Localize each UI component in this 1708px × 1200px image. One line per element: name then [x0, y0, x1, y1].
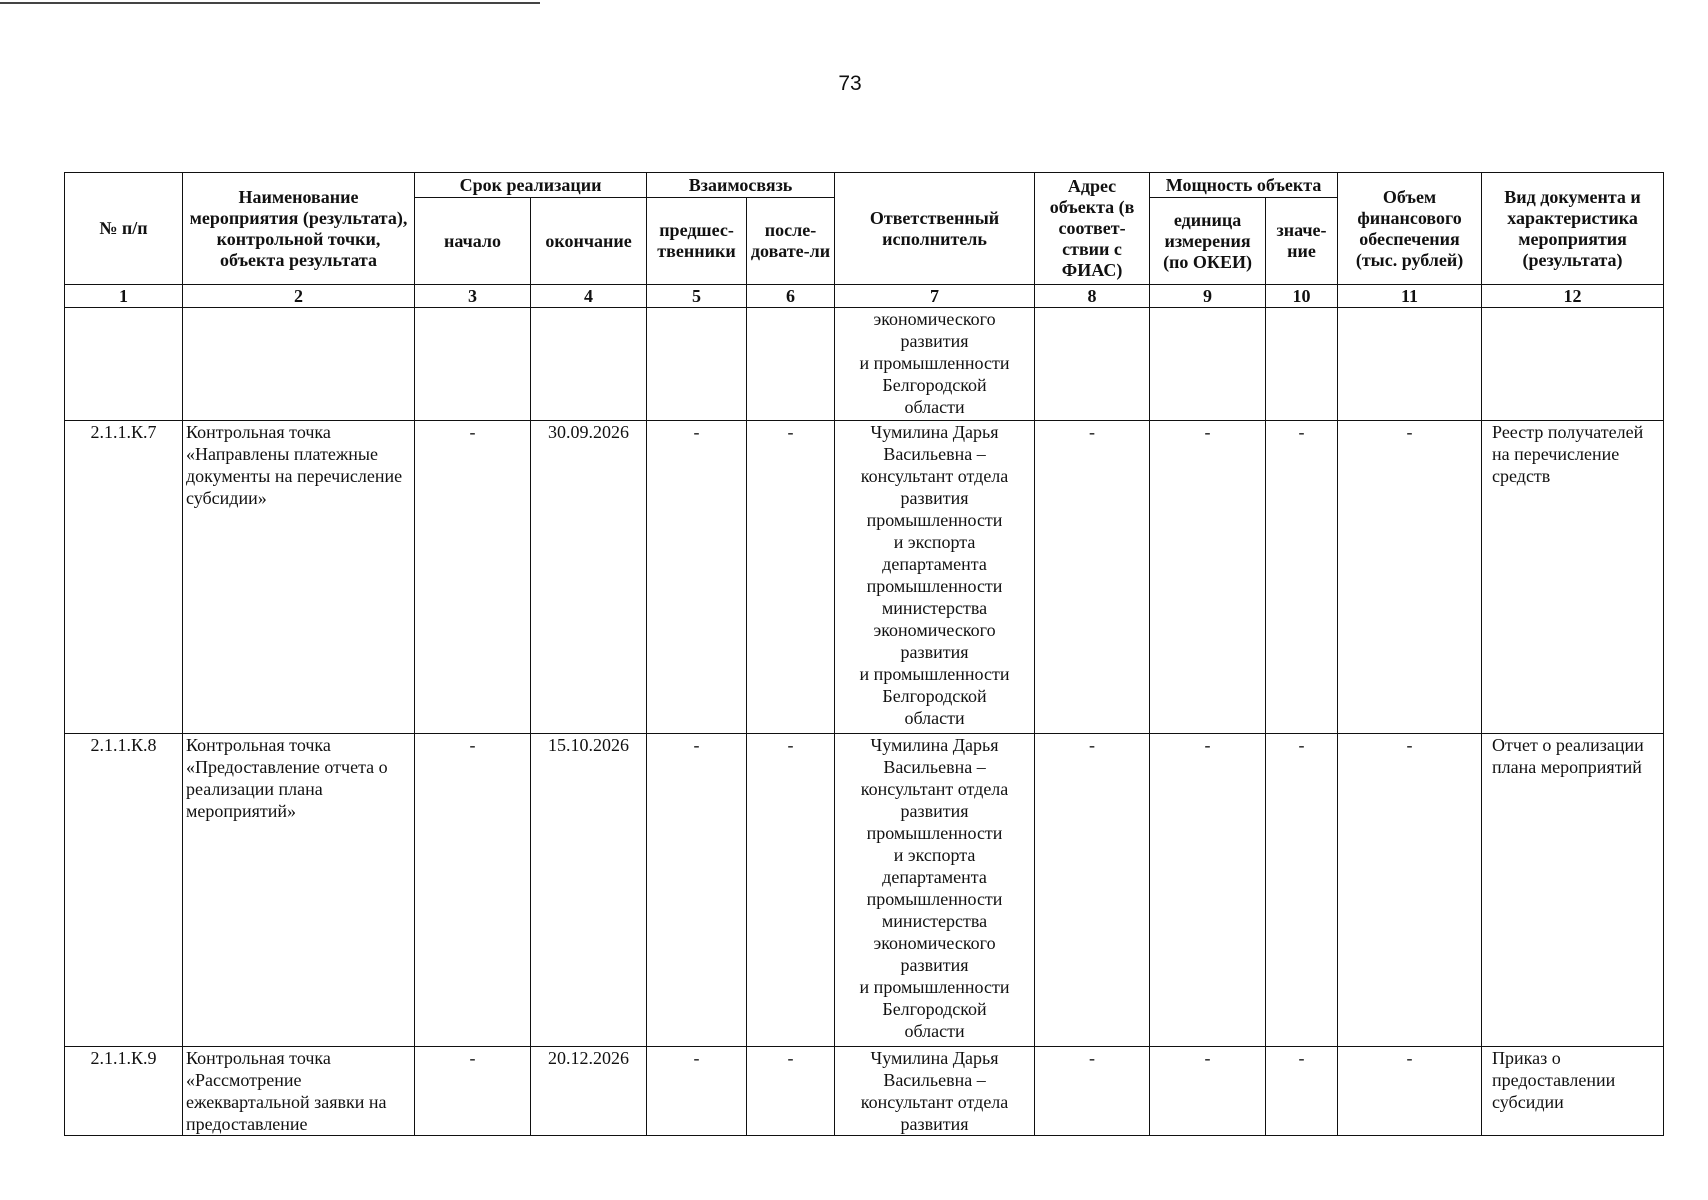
column-number: 10 — [1266, 285, 1338, 308]
plan-table — [64, 172, 1664, 1136]
cell-address: - — [1035, 734, 1150, 1047]
column-number: 4 — [531, 285, 647, 308]
cell-value: - — [1266, 421, 1338, 734]
column-number: 12 — [1482, 285, 1664, 308]
cell-unit: - — [1150, 1047, 1266, 1136]
table-row — [65, 1047, 1664, 1136]
column-number: 9 — [1150, 285, 1266, 308]
cell-id: 2.1.1.К.7 — [65, 421, 183, 734]
cell-name: Контрольная точка «Предоставление отчета о реализации плана мероприятий» — [183, 734, 415, 1047]
cell-id: 2.1.1.К.9 — [65, 1047, 183, 1136]
header-start: начало — [415, 198, 531, 285]
cell-predecessors: - — [647, 1047, 747, 1136]
cell-end: 30.09.2026 — [531, 421, 647, 734]
header-row — [65, 173, 1664, 198]
table-row-continuation — [65, 308, 1664, 421]
header-end: окончание — [531, 198, 647, 285]
header-name: Наименование мероприятия (результата), контрольной точки, объекта результата — [183, 173, 415, 285]
page-number: 73 — [838, 72, 862, 95]
table-row — [65, 421, 1664, 734]
column-number: 5 — [647, 285, 747, 308]
cell-successors: - — [747, 421, 835, 734]
column-number: 8 — [1035, 285, 1150, 308]
cell-document: Реестр получателей на перечисление средств — [1482, 421, 1664, 734]
cell-finance: - — [1338, 734, 1482, 1047]
cell-finance: - — [1338, 1047, 1482, 1136]
cell-finance: - — [1338, 421, 1482, 734]
cell-start: - — [415, 734, 531, 1047]
header-power: Мощность объекта — [1150, 173, 1338, 198]
header-value: значе-ние — [1266, 198, 1338, 285]
header-link: Взаимосвязь — [647, 173, 835, 198]
cell-end: 15.10.2026 — [531, 734, 647, 1047]
cell-responsible: Чумилина Дарья Васильевна – консультант отдела развития промышленности и экспорта департамента промышленности министерства экономического развития и промышленности Белгородской области — [835, 734, 1035, 1047]
cell-document: Отчет о реализации плана мероприятий — [1482, 734, 1664, 1047]
cell-value: - — [1266, 734, 1338, 1047]
cell-responsible: экономического развития и промышленности Белгородской области — [835, 308, 1035, 421]
cell-value: - — [1266, 1047, 1338, 1136]
cell-responsible: Чумилина Дарья Васильевна – консультант отдела развития промышленности и экспорта департамента промышленности министерства экономического развития и промышленности Белгородской области — [835, 421, 1035, 734]
header-predecessors: предшес-твенники — [647, 198, 747, 285]
column-number: 6 — [747, 285, 835, 308]
cell-id: 2.1.1.К.8 — [65, 734, 183, 1047]
header-unit: единица измерения (по ОКЕИ) — [1150, 198, 1266, 285]
table-row — [65, 734, 1664, 1047]
column-number: 11 — [1338, 285, 1482, 308]
header-responsible: Ответственный исполнитель — [835, 173, 1035, 285]
header-period: Срок реализации — [415, 173, 647, 198]
column-number: 3 — [415, 285, 531, 308]
cell-successors: - — [747, 734, 835, 1047]
cell-responsible: Чумилина Дарья Васильевна – консультант отдела развития — [835, 1047, 1035, 1136]
cell-name: Контрольная точка «Рассмотрение ежеквартальной заявки на предоставление — [183, 1047, 415, 1136]
header-num: № п/п — [65, 173, 183, 285]
cell-unit: - — [1150, 734, 1266, 1047]
cell-name: Контрольная точка «Направлены платежные документы на перечисление субсидии» — [183, 421, 415, 734]
cell-unit: - — [1150, 421, 1266, 734]
column-number: 1 — [65, 285, 183, 308]
cell-predecessors: - — [647, 421, 747, 734]
cell-start: - — [415, 421, 531, 734]
column-number-row — [65, 285, 1664, 308]
column-number: 2 — [183, 285, 415, 308]
header-address: Адрес объекта (в соответ-ствии с ФИАС) — [1035, 173, 1150, 285]
cell-address: - — [1035, 1047, 1150, 1136]
cell-document: Приказ о предоставлении субсидии — [1482, 1047, 1664, 1136]
cell-start: - — [415, 1047, 531, 1136]
cell-address: - — [1035, 421, 1150, 734]
scan-edge-line — [0, 2, 540, 4]
header-document: Вид документа и характеристика мероприятия (результата) — [1482, 173, 1664, 285]
header-finance: Объем финансового обеспечения (тыс. рублей) — [1338, 173, 1482, 285]
cell-end: 20.12.2026 — [531, 1047, 647, 1136]
header-successors: после-довате-ли — [747, 198, 835, 285]
cell-predecessors: - — [647, 734, 747, 1047]
cell-successors: - — [747, 1047, 835, 1136]
column-number: 7 — [835, 285, 1035, 308]
